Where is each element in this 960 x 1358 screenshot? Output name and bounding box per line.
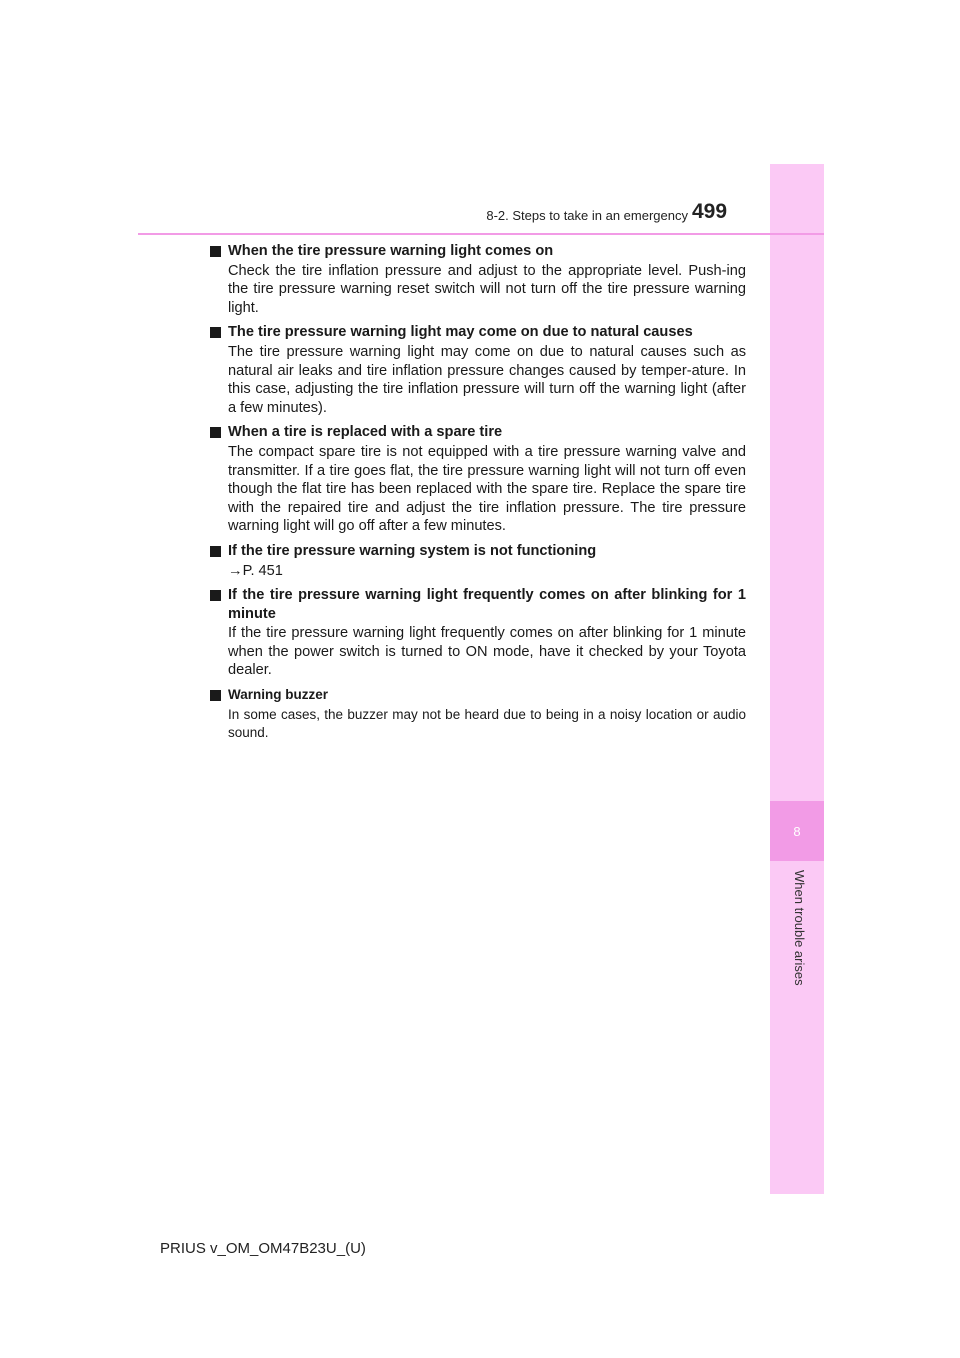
chapter-title-label: When trouble arises <box>792 870 807 986</box>
header-divider <box>138 233 824 235</box>
note-spare-tire <box>210 423 746 536</box>
square-bullet-icon <box>210 690 221 701</box>
note-body: In some cases, the buzzer may not be heard due to being in a noisy location or audio sound. <box>228 706 746 741</box>
note-body: If the tire pressure warning light frequently comes on after blinking for 1 minute when the power switch is turned to ON mode, have it checked by your Toyota dealer. <box>228 625 746 679</box>
note-tire-light-on <box>210 242 746 317</box>
square-bullet-icon <box>210 246 221 257</box>
note-heading: The tire pressure warning light may come on due to natural causes <box>210 323 746 342</box>
note-warning-buzzer <box>210 686 746 743</box>
square-bullet-icon <box>210 427 221 438</box>
page-number: 499 <box>692 200 728 223</box>
page-reference-link[interactable]: →P. 451 <box>228 562 283 579</box>
square-bullet-icon <box>210 327 221 338</box>
note-heading: When a tire is replaced with a spare tire <box>210 423 746 442</box>
note-body: The tire pressure warning light may come on due to natural causes such as natural air leaks and tire inflation pressure changes caused by temper-ature. In this case, adjusting the tire inflation pressure will turn off the warning light (after a few minutes). <box>228 343 746 416</box>
section-title: 8-2. Steps to take in an emergency <box>486 208 688 223</box>
chapter-number-tab: 8 <box>770 801 824 861</box>
note-heading: If the tire pressure warning system is not functioning <box>210 542 746 561</box>
note-body: The compact spare tire is not equipped with a tire pressure warning valve and transmitter. If a tire goes flat, the tire pressure warning light will not turn off even though the flat tire has been replaced with the spare tire. Replace the spare tire with the repaired tire and adjust the tire inflation pressure. The tire pressure warning light will go off after a few minutes. <box>228 443 746 535</box>
note-frequent-blinking <box>210 586 746 680</box>
page-content <box>210 242 746 749</box>
note-heading: Warning buzzer <box>210 686 746 705</box>
chapter-side-tab <box>770 164 824 1194</box>
document-code: PRIUS v_OM_OM47B23U_(U) <box>160 1240 366 1257</box>
square-bullet-icon <box>210 546 221 557</box>
note-natural-causes <box>210 323 746 417</box>
note-heading: If the tire pressure warning light frequently comes on after blinking for 1 minute <box>210 586 746 623</box>
note-heading: When the tire pressure warning light comes on <box>210 242 746 261</box>
note-system-not-functioning <box>210 542 746 580</box>
note-body: Check the tire inflation pressure and adjust to the appropriate level. Push-ing the tire pressure warning reset switch will not turn off the tire pressure warning light. <box>228 262 746 316</box>
square-bullet-icon <box>210 590 221 601</box>
